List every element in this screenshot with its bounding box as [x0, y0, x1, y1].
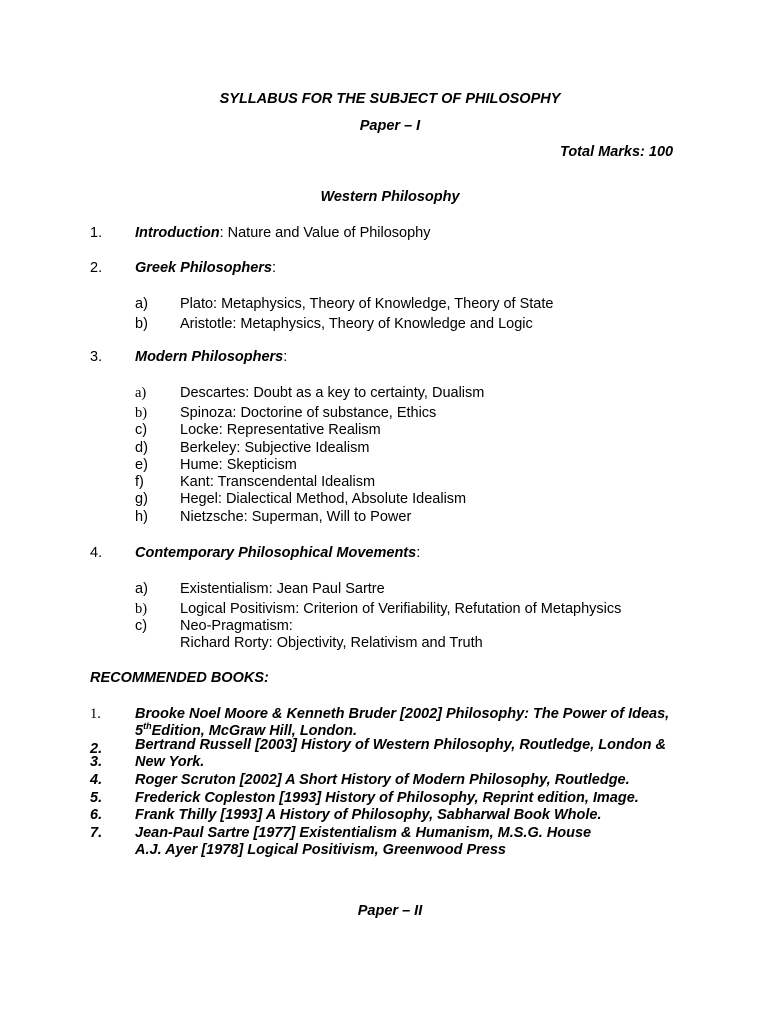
list-letter: f): [135, 474, 144, 490]
edition-number: 5: [135, 723, 144, 739]
topic-description: :: [416, 545, 421, 561]
topic-title: Introduction: [135, 225, 220, 241]
list-letter: h): [135, 509, 148, 525]
list-item: Nietzsche: Superman, Will to Power: [180, 509, 412, 525]
edition-suffix: th: [143, 721, 152, 732]
list-letter: e): [135, 457, 148, 473]
book-number: 2.: [90, 741, 103, 757]
book-entry: A.J. Ayer [1978] Logical Positivism, Greenwood Press: [135, 842, 506, 858]
list-letter: g): [135, 491, 148, 507]
book-entry-continued: New York.: [135, 754, 205, 770]
book-entry: Bertrand Russell [2003] History of Western Philosophy, Routledge, London &: [135, 737, 666, 753]
list-item: Aristotle: Metaphysics, Theory of Knowledge and Logic: [180, 316, 533, 332]
topic-description: :: [283, 349, 288, 365]
paper-label: Paper – I: [359, 118, 421, 134]
topic-description: :: [272, 260, 277, 276]
topic-title: Greek Philosophers: [135, 260, 272, 276]
list-item: Hegel: Dialectical Method, Absolute Idealism: [180, 491, 467, 507]
book-entry: Jean-Paul Sartre [1977] Existentialism & Humanism, M.S.G. House: [135, 825, 592, 841]
topic-title: Modern Philosophers: [135, 349, 284, 365]
recommended-books-heading: RECOMMENDED BOOKS:: [90, 670, 269, 686]
list-item: Neo-Pragmatism:: [180, 618, 293, 634]
book-number: 6.: [90, 807, 103, 823]
list-letter: a): [135, 296, 148, 312]
document-title: SYLLABUS FOR THE SUBJECT OF PHILOSOPHY: [219, 91, 561, 107]
list-letter: b): [135, 405, 148, 421]
topic-heading: [135, 260, 276, 276]
list-letter: c): [135, 422, 148, 438]
section-title: Western Philosophy: [320, 189, 460, 205]
list-item: Spinoza: Doctorine of substance, Ethics: [180, 405, 437, 421]
book-entry: Brooke Noel Moore & Kenneth Bruder [2002] Philosophy: The Power of Ideas,: [135, 706, 670, 722]
list-item: Plato: Metaphysics, Theory of Knowledge, Theory of State: [180, 296, 554, 312]
list-item: Descartes: Doubt as a key to certainty, Dualism: [180, 385, 485, 401]
topic-heading: [135, 545, 420, 561]
topic-description: : Nature and Value of Philosophy: [219, 225, 431, 241]
topic-number: 2.: [90, 260, 103, 276]
list-letter: c): [135, 618, 148, 634]
list-letter: b): [135, 316, 148, 332]
total-marks: Total Marks: 100: [560, 144, 674, 160]
topic-number: 3.: [90, 349, 103, 365]
topic-number: 1.: [90, 225, 103, 241]
list-item-continued: Richard Rorty: Objectivity, Relativism and Truth: [180, 635, 483, 651]
topic-heading: [135, 349, 287, 365]
list-item: Kant: Transcendental Idealism: [180, 474, 376, 490]
list-letter: a): [135, 385, 147, 401]
list-item: Existentialism: Jean Paul Sartre: [180, 581, 385, 597]
list-item: Hume: Skepticism: [180, 457, 297, 473]
topic-title: Contemporary Philosophical Movements: [135, 545, 417, 561]
book-number: 1.: [90, 706, 101, 722]
book-number: 5.: [90, 790, 103, 806]
list-item: Locke: Representative Realism: [180, 422, 381, 438]
list-item: Logical Positivism: Criterion of Verifiability, Refutation of Metaphysics: [180, 601, 622, 617]
book-entry: Frank Thilly [1993] A History of Philosophy, Sabharwal Book Whole.: [135, 807, 602, 823]
list-letter: d): [135, 440, 148, 456]
book-number: 4.: [90, 772, 103, 788]
list-item: Berkeley: Subjective Idealism: [180, 440, 370, 456]
edition-text: Edition, McGraw Hill, London.: [151, 723, 357, 739]
book-entry: Frederick Copleston [1993] History of Philosophy, Reprint edition, Image.: [135, 790, 639, 806]
next-paper-label: Paper – II: [357, 903, 423, 919]
book-number: 3.: [90, 754, 103, 770]
list-letter: b): [135, 601, 148, 617]
book-number: 7.: [90, 825, 103, 841]
list-letter: a): [135, 581, 148, 597]
topic-heading: [135, 225, 431, 241]
book-entry: Roger Scruton [2002] A Short History of Modern Philosophy, Routledge.: [135, 772, 630, 788]
topic-number: 4.: [90, 545, 103, 561]
